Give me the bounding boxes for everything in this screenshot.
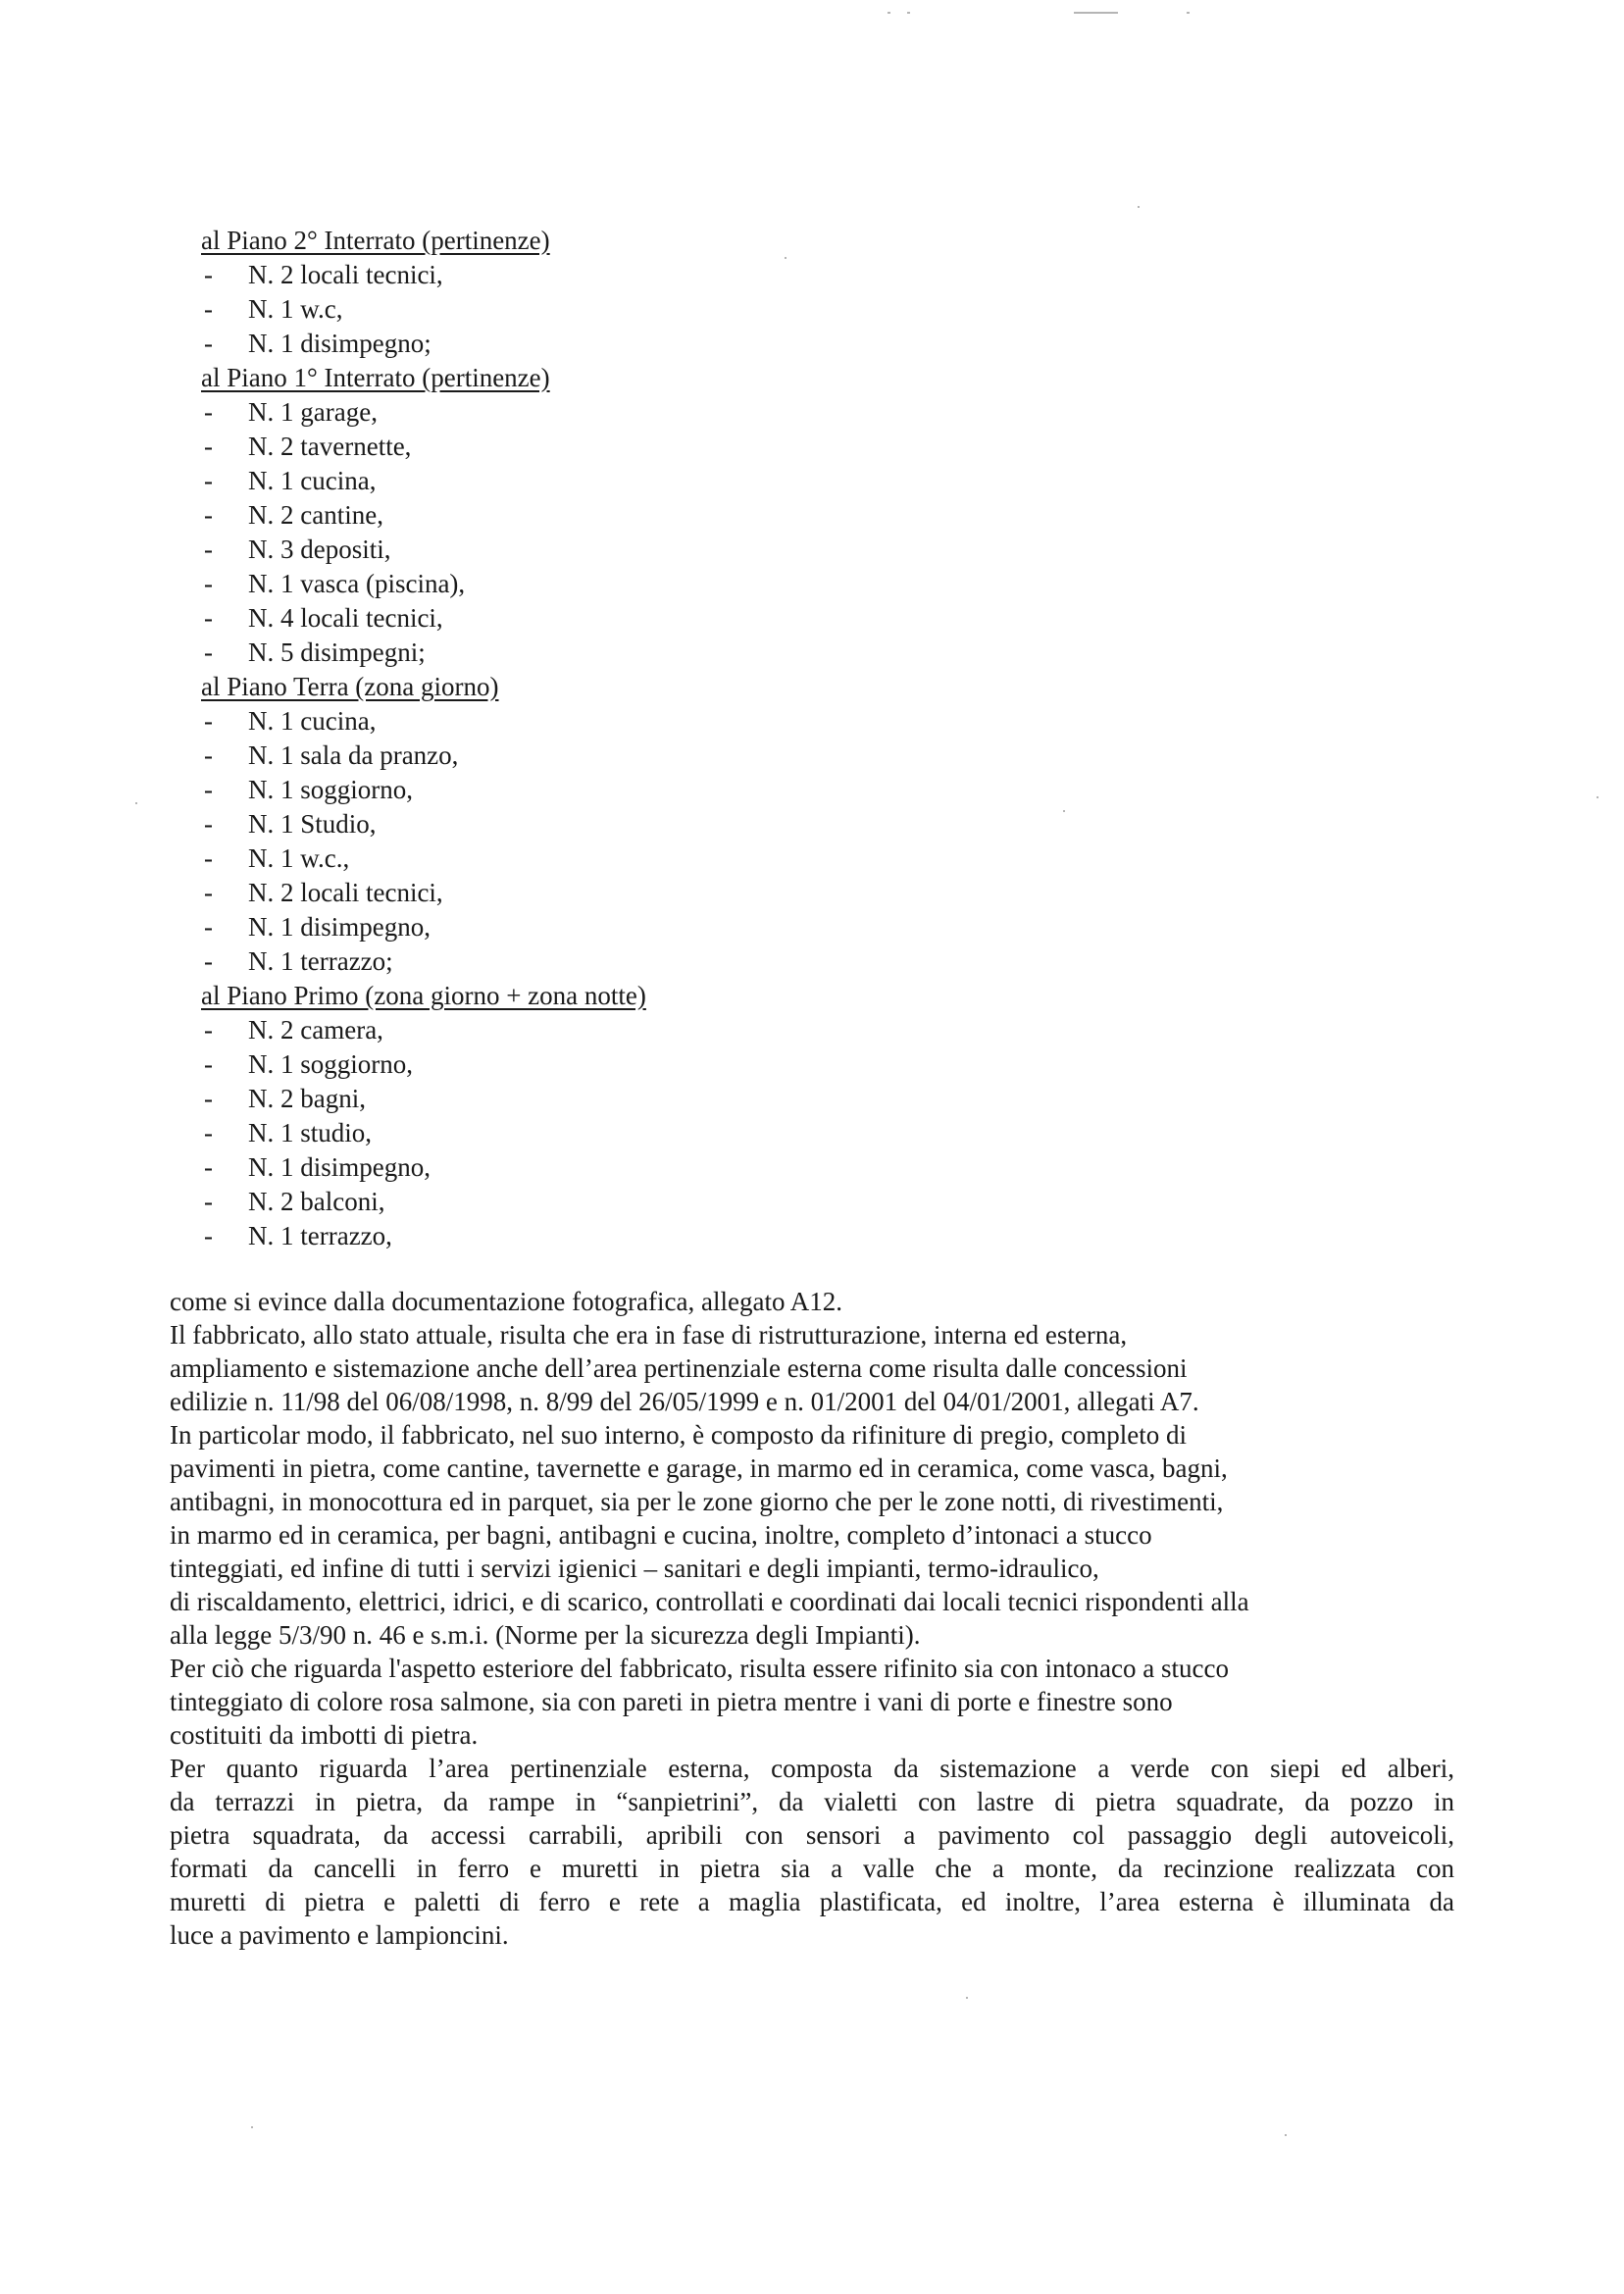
scan-speck — [1285, 2134, 1287, 2136]
scan-speck — [1597, 796, 1599, 798]
list-item: - N. 4 locali tecnici, — [204, 603, 443, 633]
paragraph: come si evince dalla documentazione fotografica, allegato A12. — [170, 1287, 842, 1316]
list-item: - N. 1 cucina, — [204, 466, 377, 495]
list-item: - N. 1 sala da pranzo, — [204, 740, 459, 770]
list-item: - N. 2 locali tecnici, — [204, 878, 443, 907]
list-item: - N. 1 w.c., — [204, 843, 350, 873]
scan-speck — [135, 802, 137, 804]
scan-speck — [1138, 206, 1140, 208]
scan-speck — [251, 2126, 253, 2128]
scan-speck — [1063, 810, 1065, 812]
list-item: - N. 1 disimpegno, — [204, 912, 431, 942]
list-item: - N. 1 garage, — [204, 397, 378, 427]
scan-speck — [888, 12, 890, 14]
paragraph: Il fabbricato, allo stato attuale, risulta che era in fase di ristrutturazione, interna ed esterna, ampliamento e sistemazione anche dell’area pertinenziale esterna come risulta dalle concessioni edilizie n. 11/98 del 06/08/1998, n. 8/99 del 26/05/1999 e n. 01/2001 del 04/01/2001, allegati A7. — [170, 1320, 1199, 1416]
scan-speck — [1187, 12, 1190, 14]
floor-heading: al Piano Primo (zona giorno + zona notte) — [201, 981, 646, 1010]
list-item: - N. 1 soggiorno, — [204, 775, 413, 804]
list-item: - N. 1 soggiorno, — [204, 1049, 413, 1079]
list-item: - N. 2 tavernette, — [204, 432, 412, 461]
list-item: - N. 1 disimpegno; — [204, 329, 431, 358]
paragraph: Per quanto riguarda l’area pertinenziale esterna, composta da sistemazione a verde con siepi ed alberi, da terrazzi in pietra, da rampe in “sanpietrini”, da vialetti con lastre di pietra squadrate, da pozzo in pietra squadrata, da accessi carrabili, apribili con sensori a pavimento col passaggio degli autoveicoli, formati da cancelli in ferro e muretti in pietra sia a valle che a monte, da recinzione realizzata con muretti di pietra e paletti di ferro e rete a maglia plastificata, ed inoltre, l’area esterna è illuminata da luce a pavimento e lampioncini. — [170, 1754, 1454, 1950]
list-item: - N. 2 cantine, — [204, 500, 383, 530]
floor-lists — [201, 224, 1476, 1253]
list-item: - N. 3 depositi, — [204, 535, 391, 564]
description-text — [170, 1285, 1454, 1952]
list-item: - N. 1 w.c, — [204, 294, 343, 324]
list-item: - N. 1 terrazzo; — [204, 946, 393, 976]
list-item: - N. 2 camera, — [204, 1015, 383, 1045]
scan-speck — [907, 12, 910, 14]
floor-section — [201, 361, 1476, 670]
floor-heading: al Piano 2° Interrato (pertinenze) — [201, 226, 550, 255]
list-item: - N. 1 vasca (piscina), — [204, 569, 466, 598]
list-item: - N. 1 studio, — [204, 1118, 373, 1147]
floor-section — [201, 224, 1476, 361]
list-item: - N. 1 Studio, — [204, 809, 377, 839]
scan-speck — [785, 257, 787, 259]
floor-heading: al Piano 1° Interrato (pertinenze) — [201, 363, 550, 392]
list-item: - N. 1 disimpegno, — [204, 1152, 431, 1182]
paragraph: Per ciò che riguarda l'aspetto esteriore del fabbricato, risulta essere rifinito sia con intonaco a stucco tinteggiato di colore rosa salmone, sia con pareti in pietra mentre i vani di porte e finestre sono costituiti da imbotti di pietra. — [170, 1654, 1229, 1750]
paragraph: In particolar modo, il fabbricato, nel suo interno, è composto da rifiniture di pregio, completo di pavimenti in pietra, come cantine, tavernette e garage, in marmo ed in ceramica, come vasca, bagni, antibagni, in monocottura ed in parquet, sia per le zone giorno che per le zone notti, di rivestimenti, in marmo ed in ceramica, per bagni, antibagni e cucina, inoltre, completo d’intonaci a stucco tinteggiati, ed infine di tutti i servizi igienici – sanitari e degli impianti, termo-idraulico, di riscaldamento, elettrici, idrici, e di scarico, controllati e coordinati dai locali tecnici rispondenti alla alla legge 5/3/90 n. 46 e s.m.i. (Norme per la sicurezza degli Impianti). — [170, 1420, 1249, 1650]
floor-section — [201, 979, 1476, 1253]
floor-section — [201, 670, 1476, 979]
floor-heading: al Piano Terra (zona giorno) — [201, 672, 499, 701]
scan-speck — [966, 1997, 968, 1999]
list-item: - N. 2 locali tecnici, — [204, 260, 443, 289]
list-item: - N. 5 disimpegni; — [204, 637, 426, 667]
list-item: - N. 2 bagni, — [204, 1084, 366, 1113]
list-item: - N. 1 terrazzo, — [204, 1221, 392, 1250]
list-item: - N. 2 balconi, — [204, 1187, 385, 1216]
scan-speck — [1074, 12, 1118, 14]
list-item: - N. 1 cucina, — [204, 706, 377, 736]
